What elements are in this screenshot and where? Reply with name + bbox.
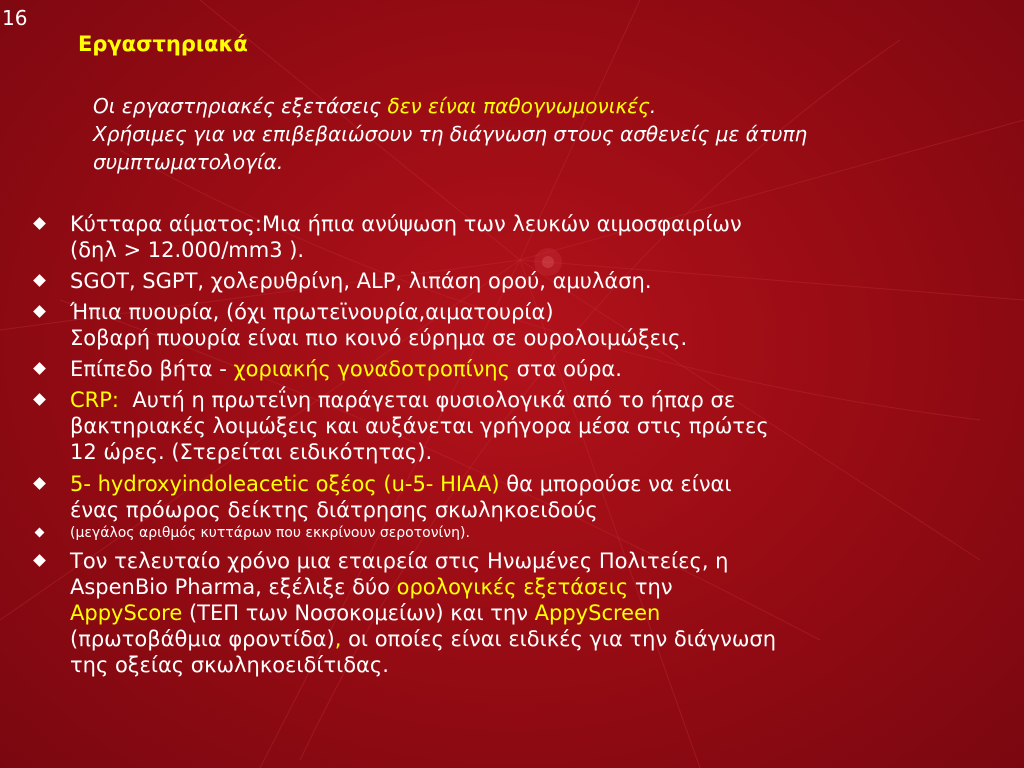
bullet-text: Ήπια πυουρία, (όχι πρωτεϊνουρία,αιματουρία) — [70, 300, 554, 324]
diamond-bullet-icon — [33, 477, 46, 490]
bullet-highlight: AppyScore — [70, 601, 183, 625]
bullet-line — [70, 387, 1008, 413]
diamond-bullet-icon — [33, 362, 46, 375]
bullet-text: Επίπεδο βήτα - — [70, 357, 234, 381]
bullet-text: θα μπορούσε να είναι — [499, 472, 732, 496]
bullet-text: Σοβαρή πυουρία είναι πιο κοινό εύρημα σε ουρολοιμώξεις. — [70, 326, 688, 350]
bullet-text: (δηλ > 12.000/mm3 ). — [70, 238, 305, 262]
bullet-item-serotonin — [33, 523, 1008, 543]
bullet-line — [70, 471, 1008, 497]
bullet-item-enzymes — [33, 268, 1008, 294]
bullet-item-hiaa — [33, 471, 1008, 523]
bullet-highlight: χοριακής γοναδοτροπίνης — [233, 357, 510, 381]
intro-line-1-suffix: . — [649, 94, 657, 118]
bullet-text: Αυτή η πρωτεΐνη παράγεται φυσιολογικά από το ήπαρ σε — [119, 388, 736, 412]
bullet-line — [70, 626, 1008, 652]
bullet-text: της οξείας σκωληκοειδίτιδας. — [70, 653, 389, 677]
bullet-line — [70, 600, 1008, 626]
diamond-bullet-icon — [33, 554, 46, 567]
bullet-text: οι οποίες είναι ειδικές για την διάγνωση — [341, 627, 777, 651]
bullet-text: (πρωτοβάθμια φροντίδα) — [70, 627, 335, 651]
bullet-highlight: AppyScreen — [534, 601, 661, 625]
intro-line-3: συμπτωματολογία. — [93, 150, 284, 174]
bullet-text: Κύτταρα αίματος:Μια ήπια ανύψωση των λευκών αιμοσφαιρίων — [70, 212, 742, 236]
bullet-item-hcg — [33, 356, 1008, 382]
intro-line-2: Χρήσιμες για να επιβεβαιώσουν τη διάγνωση στους ασθενείς με άτυπη — [93, 122, 808, 146]
bullet-text: ένας πρόωρος δείκτης διάτρησης σκωληκοειδούς — [70, 498, 598, 522]
bullet-line — [70, 574, 1008, 600]
bullet-text: την — [628, 575, 673, 599]
bullet-item-blood-cells — [33, 211, 1008, 263]
bullet-highlight: 5- hydroxyindoleacetic οξέος (u-5- HIAA) — [70, 472, 500, 496]
bullet-text: (μεγάλος αριθμός κυττάρων που εκκρίνουν σεροτονίνη). — [70, 525, 470, 541]
bullet-highlight: ορολογικές εξετάσεις — [396, 575, 629, 599]
slide-title: Εργαστηριακά — [78, 32, 248, 56]
bullet-item-pyuria — [33, 299, 1008, 351]
intro-highlight: δεν είναι παθογνωμονικές — [387, 94, 650, 118]
bullet-text: στα ούρα. — [509, 357, 622, 381]
bullet-text: AspenBio Pharma, εξέλιξε δύο — [70, 575, 397, 599]
diamond-bullet-icon — [33, 274, 46, 287]
intro-line-1 — [93, 92, 1013, 120]
intro-paragraph — [93, 92, 1013, 176]
bullet-text: 12 ώρες. (Στερείται ειδικότητας). — [70, 440, 433, 464]
diamond-bullet-icon — [33, 393, 46, 406]
diamond-bullet-icon — [33, 217, 46, 230]
bullet-highlight: CRP: — [70, 388, 119, 412]
bullet-text: Τον τελευταίο χρόνο μια εταιρεία στις Ηνωμένες Πολιτείες, η — [70, 549, 729, 573]
bullet-highlight: , — [334, 627, 342, 651]
diamond-bullet-icon — [35, 528, 45, 538]
diamond-bullet-icon — [33, 305, 46, 318]
bullet-text: βακτηριακές λοιμώξεις και αυξάνεται γρήγορα μέσα στις πρώτες — [70, 414, 769, 438]
bullet-text: (ΤΕΠ των Νοσοκομείων) και την — [182, 601, 535, 625]
bullet-text: SGOT, SGPT, χολερυθρίνη, ALP, λιπάση ορού, αμυλάση. — [70, 269, 652, 293]
bullet-list — [33, 211, 1008, 678]
bullet-item-aspenbio — [33, 548, 1008, 678]
intro-line-1-prefix: Οι εργαστηριακές εξετάσεις — [93, 94, 388, 118]
slide-number: 16 — [2, 6, 28, 30]
bullet-item-crp — [33, 387, 1008, 465]
